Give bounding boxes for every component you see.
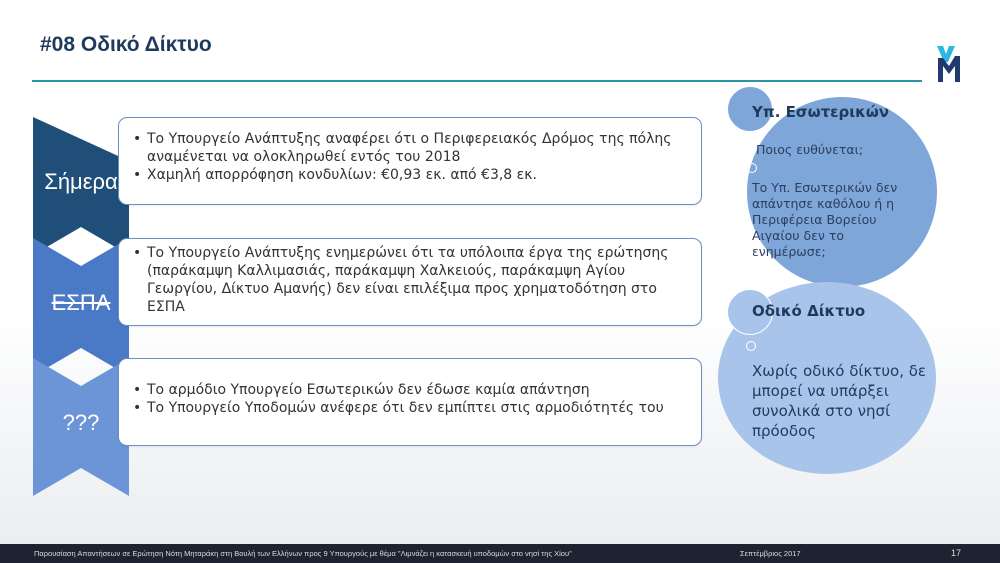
bullet-item: • Το αρμόδιο Υπουργείο Εσωτερικών δεν έδωσε καμία απάντηση [131,381,685,399]
bullet-item: • Το Υπουργείο Υποδομών ανέφερε ότι δεν εμπίπτει στις αρμοδιότητές του [131,399,685,417]
road-network-text: Χωρίς οδικό δίκτυο, δε μπορεί να υπάρξει συνολικά στο νησί πρόοδος [752,362,927,440]
bullet-ring-icon [746,341,756,351]
page-title: #08 Οδικό Δίκτυο [40,33,212,56]
mitarakis-logo-icon [934,44,964,84]
unknown-box [118,358,702,446]
row-label-today [33,117,129,255]
row-label-text: ??? [62,410,100,435]
bullet-item: • Το Υπουργείο Ανάπτυξης αναφέρει ότι ο Περιφερειακός Δρόμος της πόλης αναμένεται να ολοκληρωθεί εντός του 2018 [131,130,685,166]
road-network-heading: Οδικό Δίκτυο [752,302,866,320]
row-label-unknown [33,358,129,496]
ministry-heading: Υπ. Εσωτερικών [752,103,890,121]
footer-date: Σεπτέμβριος 2017 [740,549,801,558]
page-number: 17 [951,548,962,558]
espa-box [118,238,702,326]
row-label-espa [33,238,129,376]
today-box [118,117,702,205]
ministry-text: Το Υπ. Εσωτερικών δεν απάντησε καθόλου ή η Περιφέρεια Βορείου Αιγαίου δεν το ενημέρωσε; [752,180,898,259]
bullet-item: • Το Υπουργείο Ανάπτυξης ενημερώνει ότι τα υπόλοιπα έργα της ερώτησης (παράκαμψη Καλλιμασιάς, παράκαμψη Χαλκειούς, παράκαμψη Αγίου Γεωργίου, Δίκτυο Αμανής) δεν είναι επιλέξιμα προς χρηματοδότηση στο ΕΣΠΑ [131,244,685,316]
row-label-text: Σήμερα [44,169,118,194]
row-label-text: ΕΣΠΑ [51,290,111,315]
bullet-item: • Χαμηλή απορρόφηση κονδυλίων: €0,93 εκ. από €3,8 εκ. [131,166,685,184]
title-underline [32,80,922,82]
ministry-question: Ποιος ευθύνεται; [756,142,864,157]
footer-caption: Παρουσίαση Απαντήσεων σε Ερώτηση Νότη Μηταράκη στη Βουλή των Ελλήνων προς 9 Υπουργούς με θέμα "Λιμνάζει η κατασκευή υποδομών στο νησί της Χίου" [34,549,572,558]
footer-bar [0,544,1000,563]
bullet-ring-icon [747,163,757,173]
